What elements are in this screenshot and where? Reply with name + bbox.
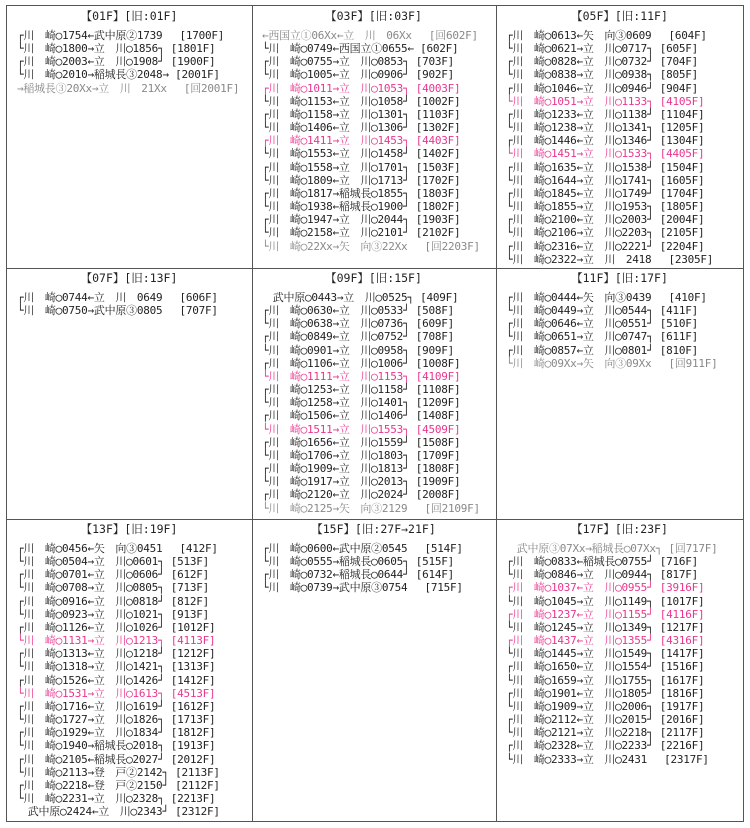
schedule-line: ┌川 崎◯1901←立 川◯1805┘ [1816F]	[506, 686, 705, 700]
schedule-line: 武中原◯0443→立 川◯0525┐ [409F]	[262, 291, 459, 304]
schedule-lines	[496, 291, 743, 370]
schedule-line: ┌川 崎◯0849←立 川◯0752┘ [708F]	[262, 330, 454, 344]
cell-header: 【15F】[旧:27F→21F]	[311, 522, 436, 536]
timetable-cell	[252, 519, 495, 821]
timetable-cell	[496, 519, 743, 821]
timetable-cell	[252, 6, 495, 267]
timetable-cell	[496, 268, 743, 518]
schedule-line: └川 崎◯2010→稲城長③2048→ [2001F]	[17, 68, 220, 82]
schedule-line: ┌川 崎◯1253←立 川◯1158┘ [1108F]	[262, 383, 461, 397]
schedule-line: ┌川 崎◯2328←立 川◯2233┘ [2216F]	[506, 739, 705, 753]
schedule-line: └川 崎◯0449→立 川◯0544┐ [411F]	[506, 304, 698, 318]
schedule-line: └川 崎◯2158←立 川◯2101┘ [2102F]	[262, 226, 461, 240]
schedule-lines	[7, 291, 251, 317]
schedule-lines	[252, 29, 495, 253]
schedule-line: └川 崎◯1938←稲城長◯1900┘ [1802F]	[262, 200, 461, 214]
schedule-line: └川 崎◯2125→矢 向③2129 [回2109F]	[262, 501, 480, 515]
schedule-line: ┌川 崎◯1037←立 川◯0955┘ [3916F]	[506, 581, 705, 595]
schedule-line: └川 崎◯1511→立 川◯1553┐ [4509F]	[262, 422, 461, 436]
schedule-line: ┌川 崎◯1106←立 川◯1006┘ [1008F]	[262, 356, 461, 370]
schedule-lines	[496, 542, 743, 766]
cell-header: 【09F】[旧:15F]	[325, 271, 422, 285]
schedule-line: └川 崎◯0846→立 川◯0944┐ [817F]	[506, 568, 698, 582]
schedule-line: ┌川 崎◯1947→立 川◯2044┐ [1903F]	[262, 213, 461, 227]
schedule-line: ┌川 崎◯0456←矢 向③0451 [412F]	[17, 542, 218, 555]
timetable-cell	[496, 6, 743, 267]
schedule-line: └川 崎◯1051→立 川◯1133┐ [4105F]	[506, 94, 705, 108]
schedule-line: └川 崎◯1706→立 川◯1803┐ [1709F]	[262, 448, 461, 462]
schedule-line: ┌川 崎◯1237←立 川◯1155┘ [4116F]	[506, 607, 705, 621]
schedule-line: ┌川 崎◯0600←武中原②0545 [514F]	[262, 542, 463, 555]
schedule-line: └川 崎◯1727→立 川◯1826┐ [1713F]	[17, 713, 216, 727]
schedule-line: └川 崎◯1909→立 川◯2006┐ [1917F]	[506, 699, 705, 713]
schedule-lines	[252, 542, 495, 595]
schedule-line: └川 崎◯1131→立 川◯1213┐ [4113F]	[17, 634, 216, 648]
schedule-line: ┌川 崎◯1411→立 川◯1453┐ [4403F]	[262, 134, 461, 148]
schedule-lines	[7, 29, 251, 95]
schedule-line: ┌川 崎◯2105←稲城長◯2027┘ [2012F]	[17, 752, 216, 766]
schedule-line: ┌川 崎◯0828←立 川◯0732┘ [704F]	[506, 55, 698, 69]
schedule-line: └川 崎◯1245→立 川◯1349┐ [1217F]	[506, 620, 705, 634]
schedule-line: ┌川 崎◯1313←立 川◯1218┘ [1212F]	[17, 647, 216, 661]
schedule-line: └川 崎◯1644→立 川◯1741┐ [1605F]	[506, 173, 705, 187]
schedule-line: ┌川 崎◯1909←立 川◯1813┘ [1808F]	[262, 462, 461, 476]
schedule-line: └川 崎◯0739→武中原③0754 [715F]	[262, 581, 463, 595]
schedule-line: ←西国立①06Xx←立 川 06Xx [回602F]	[262, 29, 478, 42]
schedule-line: └川 崎◯0621→立 川◯0717┐ [605F]	[506, 42, 698, 56]
schedule-line: └川 崎◯1659→立 川◯1755┐ [1617F]	[506, 673, 705, 687]
schedule-line: ┌川 崎◯1845←立 川◯1749┘ [1704F]	[506, 186, 705, 200]
schedule-line: └川 崎◯2121→立 川◯2218┐ [2117F]	[506, 726, 705, 740]
schedule-lines	[252, 291, 495, 515]
schedule-line: └川 崎◯1318→立 川◯1421┐ [1313F]	[17, 660, 216, 674]
cell-header: 【17F】[旧:23F]	[571, 522, 668, 536]
cell-header: 【07F】[旧:13F]	[80, 271, 178, 285]
schedule-line: ┌川 崎◯2316←立 川◯2221┘ [2204F]	[506, 239, 705, 253]
schedule-line: ┌川 崎◯2120←立 川◯2024┘ [2008F]	[262, 488, 461, 502]
cell-header: 【03F】[旧:03F]	[325, 9, 422, 23]
schedule-line: ┌川 崎◯1506←立 川◯1406┘ [1408F]	[262, 409, 461, 423]
cell-header: 【05F】[旧:11F]	[571, 9, 668, 23]
cell-header: 【01F】[旧:01F]	[80, 9, 178, 23]
schedule-line: └川 崎◯1045→立 川◯1149┐ [1017F]	[506, 594, 705, 608]
schedule-line: └川 崎◯2106→立 川◯2203┐ [2105F]	[506, 226, 705, 240]
timetable-cell	[7, 268, 251, 518]
schedule-line: └川 崎◯0651→立 川◯0747┐ [611F]	[506, 330, 698, 344]
schedule-line: 武中原◯2424←立 川◯2343┘ [2312F]	[17, 805, 220, 819]
schedule-line: ┌川 崎◯0744←立 川 0649 [606F]	[17, 291, 218, 304]
schedule-line: ┌川 崎◯0732←稲城長◯0644┘ [614F]	[262, 568, 454, 582]
schedule-lines	[7, 542, 251, 818]
schedule-line: ┌川 崎◯0701←立 川◯0606┘ [612F]	[17, 568, 209, 582]
schedule-line: ┌川 崎◯1929←立 川◯1834┘ [1812F]	[17, 726, 216, 740]
schedule-line: └川 崎◯09Xx→矢 向③09Xx [回911F]	[506, 356, 718, 370]
schedule-line: ┌川 崎◯1558→立 川◯1701┐ [1503F]	[262, 160, 461, 174]
schedule-line: 武中原③07Xx→稲城長◯07Xx┐ [回717F]	[506, 542, 718, 555]
schedule-line: ┌川 崎◯1716←立 川◯1619┘ [1612F]	[17, 699, 216, 713]
schedule-line: └川 崎◯0901→立 川◯0958┐ [909F]	[262, 343, 454, 357]
schedule-line: └川 崎◯1111→立 川◯1153┐ [4109F]	[262, 369, 461, 383]
schedule-line: ┌川 崎◯2218←登 戸②2150┘ [2112F]	[17, 778, 220, 792]
schedule-line: └川 崎◯0749←西国立①0655← [602F]	[262, 42, 459, 56]
schedule-line: ┌川 崎◯2003←立 川◯1908┘ [1900F]	[17, 55, 216, 69]
schedule-line: ┌川 崎◯1046←立 川◯0946┘ [904F]	[506, 81, 698, 95]
schedule-line: ┌川 崎◯1233←立 川◯1138┘ [1104F]	[506, 107, 705, 121]
schedule-line: ┌川 崎◯1656←立 川◯1559┘ [1508F]	[262, 435, 461, 449]
timetable-cell	[7, 6, 251, 267]
schedule-line: └川 崎◯0638→立 川◯0736┐ [609F]	[262, 317, 454, 331]
schedule-line: └川 崎◯2113→登 戸②2142┐ [2113F]	[17, 765, 220, 779]
schedule-line: └川 崎◯1005←立 川◯0906┘ [902F]	[262, 68, 454, 82]
schedule-line: └川 崎◯1917→立 川◯2013┐ [1909F]	[262, 475, 461, 489]
schedule-line: └川 崎◯2322→立 川 2418 [2305F]	[506, 252, 714, 266]
schedule-line: └川 崎◯22Xx→矢 向③22Xx [回2203F]	[262, 239, 480, 253]
schedule-line: ┌川 崎◯0916←立 川◯0818┘ [812F]	[17, 594, 209, 608]
timetable-cell	[252, 268, 495, 518]
schedule-line: ┌川 崎◯0613←矢 向③0609 [604F]	[506, 29, 707, 42]
schedule-line: └川 崎◯1553←立 川◯1458┘ [1402F]	[262, 147, 461, 161]
schedule-line: ┌川 崎◯2112←立 川◯2015┘ [2016F]	[506, 713, 705, 727]
cell-header: 【11F】[旧:17F]	[571, 271, 668, 285]
schedule-line: └川 崎◯1855→立 川◯1953┐ [1805F]	[506, 200, 705, 214]
schedule-line: └川 崎◯2333→立 川◯2431 [2317F]	[506, 752, 709, 766]
schedule-line: ┌川 崎◯0833←稲城長◯0755┘ [716F]	[506, 555, 698, 569]
schedule-line: ┌川 崎◯1126←立 川◯1026┘ [1012F]	[17, 620, 216, 634]
schedule-line: ┌川 崎◯1650←立 川◯1554┘ [1516F]	[506, 660, 705, 674]
schedule-line: ┌川 崎◯0755→立 川◯0853┐ [703F]	[262, 55, 454, 69]
schedule-line: ┌川 崎◯2100←立 川◯2003┘ [2004F]	[506, 213, 705, 227]
schedule-line: └川 崎◯1153←立 川◯1058┘ [1002F]	[262, 94, 461, 108]
schedule-line: ┌川 崎◯0630←立 川◯0533┘ [508F]	[262, 304, 454, 318]
schedule-line: └川 崎◯1800→立 川◯1856┐ [1801F]	[17, 42, 216, 56]
schedule-line: └川 崎◯0555→稲城長◯0605┐ [515F]	[262, 555, 454, 569]
schedule-line: └川 崎◯0708→立 川◯0805┐ [713F]	[17, 581, 209, 595]
schedule-line: └川 崎◯0923→立 川◯1021┐ [913F]	[17, 607, 209, 621]
schedule-line: └川 崎◯0504→立 川◯0601┐ [513F]	[17, 555, 209, 569]
schedule-line: └川 崎◯2231→立 川◯2328┐ [2213F]	[17, 791, 216, 805]
schedule-lines	[496, 29, 743, 266]
schedule-line: ┌川 崎◯1754←武中原②1739 [1700F]	[17, 29, 225, 42]
cell-header: 【13F】[旧:19F]	[80, 522, 178, 536]
schedule-line: ┌川 崎◯1817→稲城長◯1855┐ [1803F]	[262, 186, 461, 200]
schedule-line: ┌川 崎◯0444←矢 向③0439 [410F]	[506, 291, 707, 304]
schedule-line: →稲城長③20Xx→立 川 21Xx [回2001F]	[17, 81, 240, 95]
schedule-line: └川 崎◯0750→武中原③0805 [707F]	[17, 304, 218, 318]
schedule-line: └川 崎◯1451→立 川◯1533┐ [4405F]	[506, 147, 705, 161]
schedule-line: └川 崎◯1258→立 川◯1401┐ [1209F]	[262, 396, 461, 410]
schedule-line: ┌川 崎◯1011→立 川◯1053┐ [4003F]	[262, 81, 461, 95]
schedule-line: ┌川 崎◯0646←立 川◯0551┘ [510F]	[506, 317, 698, 331]
schedule-line: └川 崎◯1406←立 川◯1306┘ [1302F]	[262, 121, 461, 135]
schedule-line: ┌川 崎◯0857←立 川◯0801┘ [810F]	[506, 343, 698, 357]
schedule-line: ┌川 崎◯1446←立 川◯1346┘ [1304F]	[506, 134, 705, 148]
schedule-line: └川 崎◯1531→立 川◯1613┐ [4513F]	[17, 686, 216, 700]
schedule-line: └川 崎◯1809←立 川◯1713┘ [1702F]	[262, 173, 461, 187]
schedule-line: ┌川 崎◯1158→立 川◯1301┐ [1103F]	[262, 107, 461, 121]
schedule-line: ┌川 崎◯1437←立 川◯1355┘ [4316F]	[506, 634, 705, 648]
schedule-line: └川 崎◯1238→立 川◯1341┐ [1205F]	[506, 121, 705, 135]
schedule-line: ┌川 崎◯1526←立 川◯1426┘ [1412F]	[17, 673, 216, 687]
schedule-line: ┌川 崎◯1635←立 川◯1538┘ [1504F]	[506, 160, 705, 174]
schedule-line: └川 崎◯0838→立 川◯0938┐ [805F]	[506, 68, 698, 82]
schedule-line: └川 崎◯1445→立 川◯1549┐ [1417F]	[506, 647, 705, 661]
timetable-cell	[7, 519, 251, 821]
schedule-line: └川 崎◯1940→稲城長◯2018┐ [1913F]	[17, 739, 216, 753]
